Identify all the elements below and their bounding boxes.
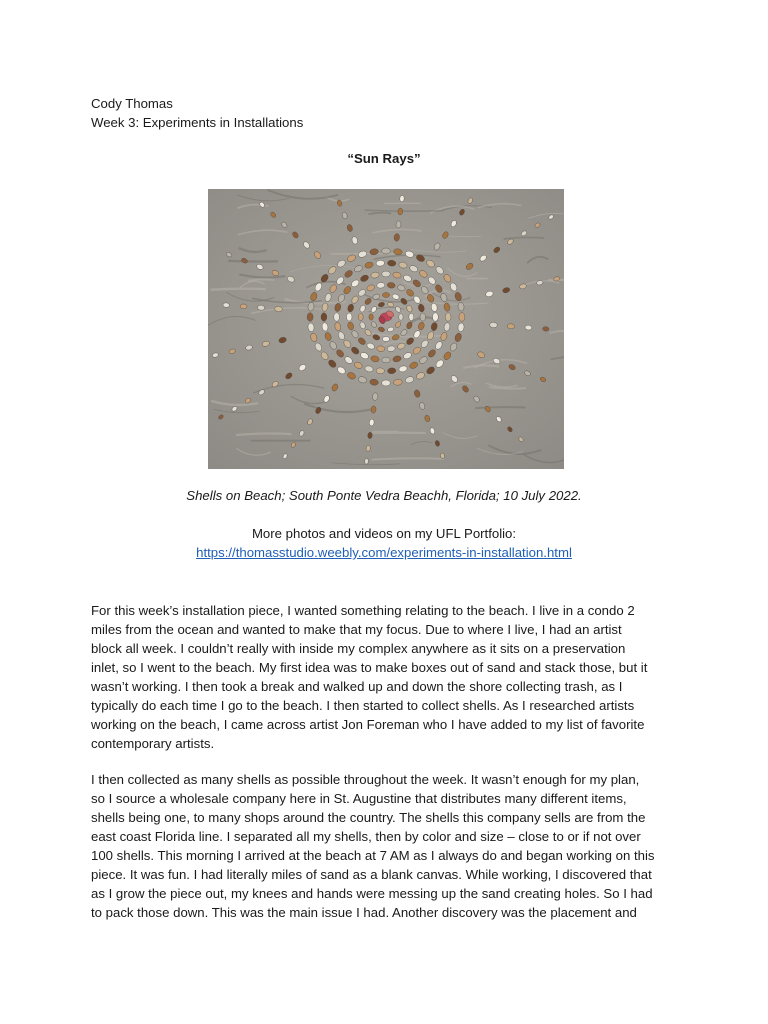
artwork-photo: [208, 189, 564, 469]
paragraph-line: 100 shells. This morning I arrived at the beach at 7 AM as I always do and began working on this: [91, 848, 655, 864]
paragraph-line: to pack those down. This was the main issue I had. Another discovery was the placement and: [91, 905, 637, 921]
portfolio-link-line: [0, 545, 768, 560]
paragraph-line: inlet, so I went to the beach. My first idea was to make boxes out of sand and stack those, but it: [91, 660, 648, 676]
body-paragraph-1: [91, 601, 681, 753]
paragraph-line: I then collected as many shells as possible throughout the week. It wasn’t enough for my plan,: [91, 772, 640, 787]
author-name: Cody Thomas: [91, 96, 173, 111]
paragraph-line: miles from the ocean and wanted to make that my focus. Due to where I live, I had an artist: [91, 622, 622, 638]
paragraph-line: For this week’s installation piece, I wanted something relating to the beach. I live in a condo 2: [91, 603, 635, 618]
paragraph-line: so I source a wholesale company here in St. Augustine that distributes many different items,: [91, 791, 627, 807]
paragraph-line: wasn’t working. I then took a break and walked up and down the shore collecting trash, as I: [91, 679, 623, 695]
paragraph-line: contemporary artists.: [91, 736, 215, 752]
paragraph-line: east coast Florida line. I separated all my shells, then by color and size – close to or if not over: [91, 829, 641, 845]
portfolio-intro: More photos and videos on my UFL Portfolio:: [251, 526, 517, 541]
paragraph-line: shells being one, to many shops around the country. The shells this company sells are from the: [91, 810, 646, 826]
portfolio-link[interactable]: https://thomasstudio.weebly.com/experiments-in-installation.html: [196, 545, 572, 560]
photo-caption: Shells on Beach; South Ponte Vedra Beachh, Florida; 10 July 2022.: [186, 488, 582, 503]
paragraph-line: as I grow the piece out, my knees and hands were messing up the sand creating holes. So I had: [91, 886, 653, 902]
paragraph-line: block all week. I couldn’t really with inside my complex anywhere as it sits on a preservation: [91, 641, 626, 657]
paragraph-line: typically do each time I go to the beach. I then started to collect shells. As I researched artists: [91, 698, 635, 714]
body-paragraph-2: [91, 770, 681, 922]
artwork-title: “Sun Rays”: [347, 151, 421, 166]
assignment-title: Week 3: Experiments in Installations: [91, 115, 304, 130]
paragraph-line: piece. It was fun. I had literally miles of sand as a blank canvas. While working, I discovered that: [91, 867, 652, 883]
paragraph-line: working on the beach, I came across artist Jon Foreman who I have added to my list of favorite: [91, 717, 645, 733]
